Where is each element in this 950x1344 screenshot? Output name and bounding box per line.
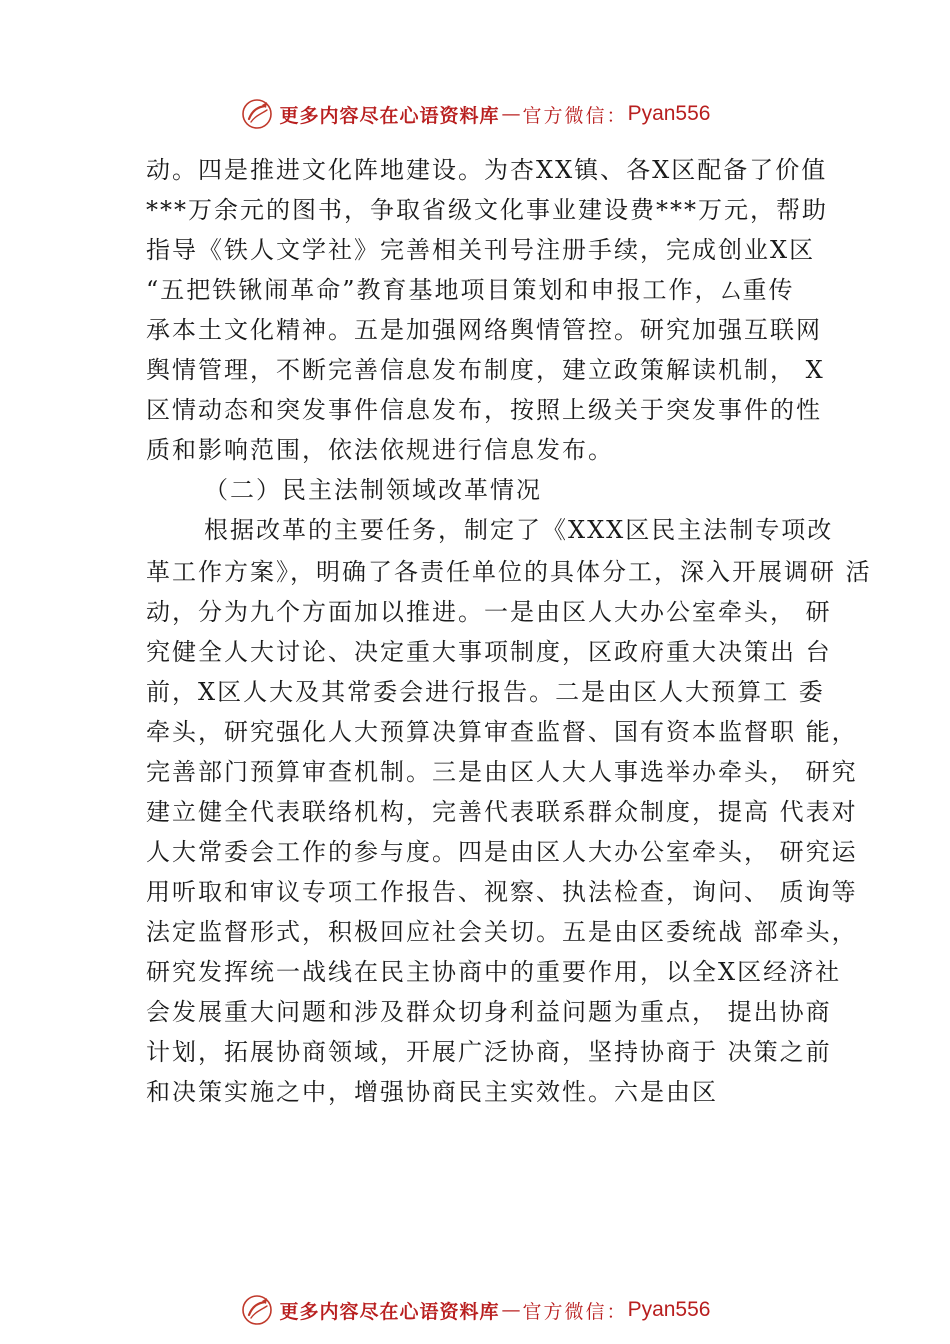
body-line: 计划，拓展协商领域，开展广泛协商，坚持协商于 决策之前 <box>146 1038 832 1066</box>
watermark-dash: — <box>501 103 521 125</box>
body-line: 区情动态和突发事件信息发布，按照上级关于突发事件的性 <box>146 396 822 424</box>
body-line: 指导《铁人文学社》完善相关刊号注册手续，完成创业X区 <box>146 236 816 264</box>
watermark-wechat-label: 官方微信： <box>522 104 628 127</box>
body-line: 牵头，研究强化人大预算决算审查监督、国有资本监督职 能， <box>146 718 858 746</box>
body-line: 用听取和审议专项工作报告、视察、执法检查，询问、 质询等 <box>146 878 858 906</box>
body-line: ***万余元的图书，争取省级文化事业建设费***万元，帮助 <box>146 196 828 224</box>
body-line: 前，X区人大及其常委会进行报告。二是由区人大预算工 委 <box>146 678 825 706</box>
watermark-wechat-id: Pyan556 <box>627 1298 711 1321</box>
signature-pen-icon <box>240 1293 274 1327</box>
watermark-wechat-id: Pyan556 <box>627 102 711 125</box>
body-line: 质和影响范围，依法依规进行信息发布。 <box>146 436 614 464</box>
paragraph-first-line: 根据改革的主要任务，制定了《XXX区民主法制专项改 <box>204 516 834 544</box>
signature-pen-icon <box>240 97 274 131</box>
footer-watermark <box>0 1290 950 1330</box>
body-line: 承本土文化精神。五是加强网络舆情管控。研究加强互联网 <box>146 316 822 344</box>
stray-glyph: 厶 <box>720 279 743 303</box>
watermark-wechat-label: 官方微信： <box>522 1300 628 1323</box>
watermark-brand: 更多内容尽在心语资料库 <box>279 104 500 127</box>
body-line: 完善部门预算审查机制。三是由区人大人事选举办牵头， 研究 <box>146 758 858 786</box>
body-line-text: “五把铁锹闹革命”教育基地项目策划和申报工作， <box>146 276 721 304</box>
watermark-dash: — <box>501 1299 521 1321</box>
header-watermark <box>0 94 950 134</box>
body-line: 法定监督形式，积极回应社会关切。五是由区委统战 部牵头， <box>146 918 858 946</box>
body-line: 人大常委会工作的参与度。四是由区人大办公室牵头， 研究运 <box>146 838 858 866</box>
body-line: 革工作方案》，明确了各责任单位的具体分工，深入开展调研 活 <box>146 558 872 586</box>
body-line: 舆情管理，不断完善信息发布制度，建立政策解读机制， X <box>146 356 825 384</box>
body-line: 研究发挥统一战线在民主协商中的重要作用，以全X区经济社 <box>146 958 842 986</box>
body-line: 会发展重大问题和涉及群众切身利益问题为重点， 提出协商 <box>146 998 832 1026</box>
body-line: 建立健全代表联络机构，完善代表联系群众制度，提高 代表对 <box>146 798 858 826</box>
body-line-tail: 重传 <box>742 276 795 304</box>
section-heading: （二）民主法制领域改革情况 <box>204 476 542 504</box>
watermark-brand: 更多内容尽在心语资料库 <box>279 1300 500 1323</box>
body-line: 和决策实施之中，增强协商民主实效性。六是由区 <box>146 1078 718 1106</box>
body-line: 究健全人大讨论、决定重大事项制度，区政府重大决策出 台 <box>146 638 832 666</box>
body-line: 动，分为九个方面加以推进。一是由区人大办公室牵头， 研 <box>146 598 832 626</box>
document-body <box>146 150 872 1112</box>
body-line: 动。四是推进文化阵地建设。为杏XX镇、各X区配备了价值 <box>146 156 828 184</box>
body-line-with-glyph <box>146 270 836 310</box>
